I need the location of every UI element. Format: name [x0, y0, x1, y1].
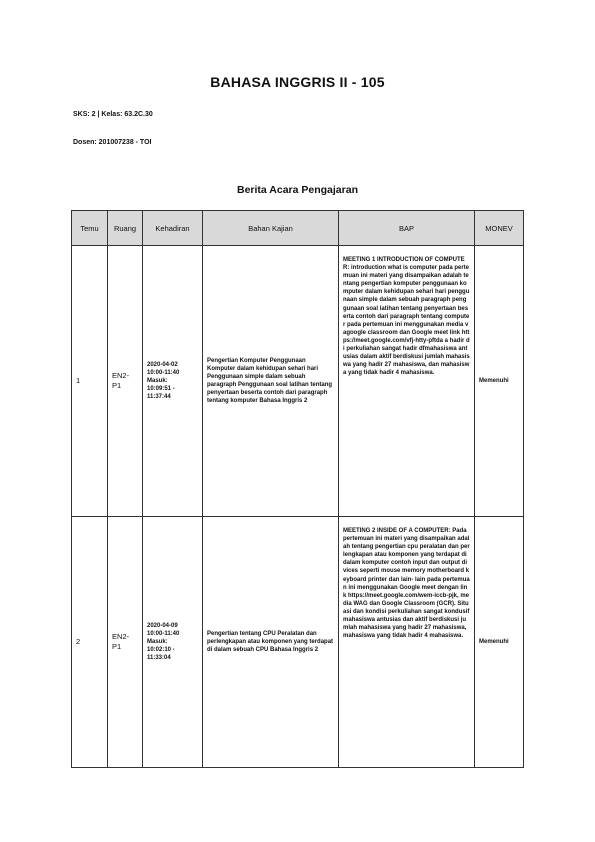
- kehadiran-date: 2020-04-09: [147, 622, 178, 629]
- cell-kehadiran: [143, 517, 203, 768]
- header-bap: BAP: [339, 211, 475, 246]
- dosen-info: Dosen: 201007238 - TOI: [73, 139, 152, 146]
- kehadiran-schedule: 10:00-11:40: [147, 369, 180, 376]
- cell-kehadiran: [143, 246, 203, 517]
- header-ruang: Ruang: [108, 211, 143, 246]
- table-header-row: [72, 211, 524, 246]
- sks-kelas-info: SKS: 2 | Kelas: 63.2C.30: [73, 111, 153, 118]
- table-row: [72, 246, 524, 517]
- cell-ruang: EN2-P1: [108, 517, 143, 768]
- header-temu: Temu: [72, 211, 108, 246]
- kehadiran-schedule: 10:00-11:40: [147, 630, 180, 637]
- cell-temu: 2: [72, 517, 108, 768]
- section-title: Berita Acara Pengajaran: [236, 184, 358, 196]
- header-monev: MONEV: [475, 211, 524, 246]
- bap-table: [71, 210, 524, 768]
- header-bahan-kajian: Bahan Kajian: [203, 211, 339, 246]
- cell-monev: Memenuhi: [475, 517, 524, 768]
- cell-ruang: EN2-P1: [108, 246, 143, 517]
- table-row: [72, 517, 524, 768]
- cell-bahan-kajian: Pengertian Komputer Penggunaan Komputer dalam kehidupan sehari hari Penggunaan simple dalam sebuah paragraph Penggunaan soal latihan tentang penyertaan beserta contoh dari paragraph tentang komputer Bahasa Inggris 2: [203, 246, 339, 517]
- kehadiran-in-time: 10:09:51 -: [147, 386, 175, 393]
- kehadiran-masuk-label: Masuk:: [147, 377, 168, 384]
- kehadiran-in-time: 10:02:10 -: [147, 647, 175, 654]
- cell-monev: Memenuhi: [475, 246, 524, 517]
- kehadiran-date: 2020-04-02: [147, 361, 178, 368]
- cell-bahan-kajian: Pengertian tentang CPU Peralatan dan perlengkapan atau komponen yang terdapat di dalam sebuah CPU Bahasa Inggris 2: [203, 517, 339, 768]
- header-kehadiran: Kehadiran: [143, 211, 203, 246]
- cell-bap: MEETING 1 INTRODUCTION OF COMPUTER: introduction what is computer pada pertemuan ini materi yang disampaikan adalah tentang pengertian komputer penggunaan komputer dalam kehidupan sehari hari penggunaan simple dalam sebuah paragraph penggunaan soal latihan tentang penyertaan beserta contoh dari paragraph tentang computer pada pertemuan ini menggunakan media vagoogle classroom dan Google meet link https://meet.google.com/vfj-htty-pftda a hadir di perkuliahan sangat hadir dfmahasiswa antusias dalam aktif berdiskusi jumlah mahasiswa yang hadir 27 mahasiswa, dan mahasiswa yang tidak hadir 4 mahasiswa.: [339, 246, 475, 517]
- kehadiran-masuk-label: Masuk:: [147, 638, 168, 645]
- cell-bap: MEETING 2 INSIDE OF A COMPUTER: Pada pertemuan ini materi yang disampaikan adalah tentang pengertian cpu peralatan dan perlengkapan atau komponen yang terdapat di dalam komputer contoh input dan output divices seperti mouse memory motherboard keyboard printer dan lain- lain pada pertemuan ini menggunakan Google meet dengan link https://meet.google.com/wem-iccb-pjk, media WAG dan Google Classroom (GCR). Situasi dan kondisi perkuliahan sangat kondusif mahasiswa antusias dan aktif berdiskusi jumlah mahasiswa yang hadir 27 mahasiswa, mahasiswa yang tidak hadir 4 mahasiswa.: [339, 517, 475, 768]
- page-title: BAHASA INGGRIS II - 105: [210, 74, 385, 90]
- kehadiran-out-time: 11:33:04: [147, 655, 171, 662]
- kehadiran-out-time: 11:37:44: [147, 394, 171, 401]
- cell-temu: 1: [72, 246, 108, 517]
